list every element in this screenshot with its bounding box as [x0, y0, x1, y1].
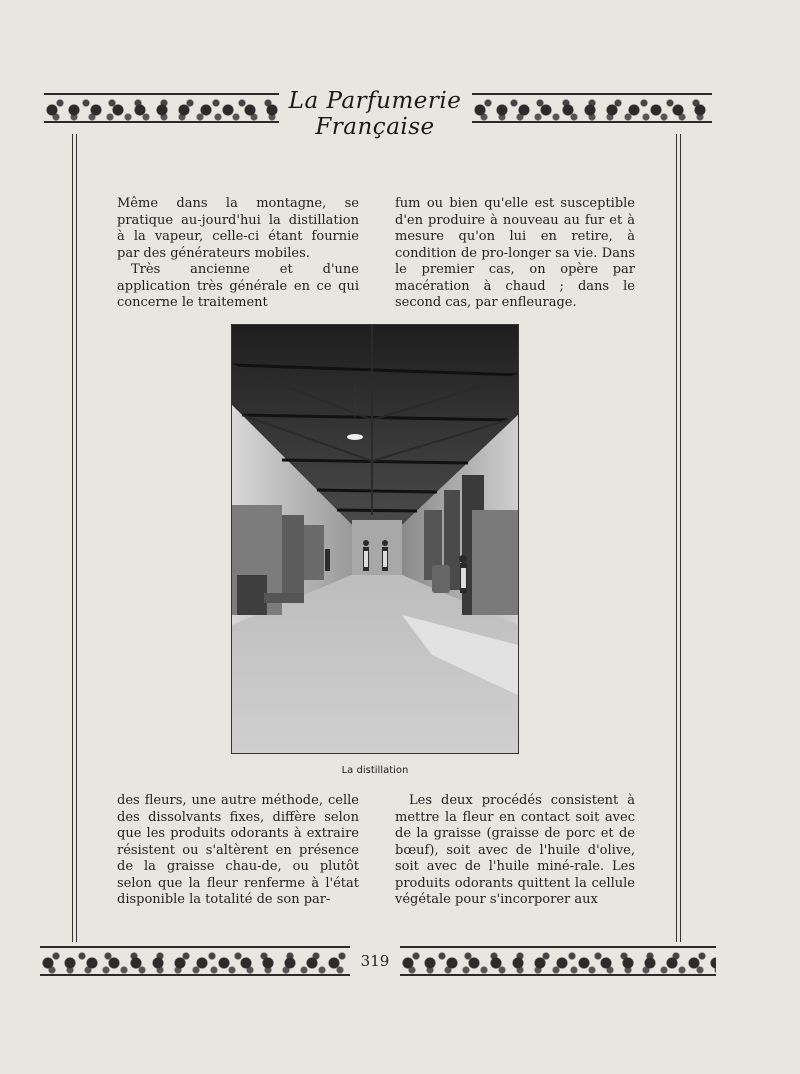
- footer-ornament-right: [400, 946, 716, 976]
- journal-title: La Parfumerie Française: [288, 88, 462, 140]
- paragraph: Très ancienne et d'une application très générale en ce qui concerne le traitement: [117, 262, 359, 310]
- frame-line-right-outer: [680, 134, 681, 942]
- text-column-top-left: [117, 196, 359, 312]
- figure-caption: La distillation: [341, 765, 409, 776]
- frame-line-left-outer: [72, 134, 73, 942]
- header-ornament-left: [44, 93, 279, 123]
- paragraph: Même dans la montagne, se pratique au-jourd'hui la distillation à la vapeur, celle-ci étant fournie par des générateurs mobiles.: [117, 196, 359, 261]
- text-column-bottom-right: [395, 793, 635, 909]
- header-ornament-right: [472, 93, 712, 123]
- text-column-bottom-left: [117, 793, 359, 909]
- footer-ornament-left: [40, 946, 350, 976]
- text-column-top-right: [395, 196, 635, 312]
- factory-hall-image: [232, 325, 518, 753]
- paragraph: Les deux procédés consistent à mettre la fleur en contact soit avec de la graisse (graisse de porc et de bœuf), soit avec de l'huile d'olive, soit avec de l'huile miné-rale. Les produits odorants quittent la cellule végétale pour s'incorporer aux: [395, 793, 635, 907]
- frame-line-right-inner: [676, 134, 677, 942]
- frame-line-left-inner: [76, 134, 77, 942]
- paragraph: des fleurs, une autre méthode, celle des dissolvants fixes, diffère selon que les produits odorants à extraire résistent ou s'altèrent en présence de la graisse chau-de, ou plutôt selon que la fleur renferme à l'état disponible la totalité de son par-: [117, 793, 359, 907]
- paragraph: fum ou bien qu'elle est susceptible d'en produire à nouveau au fur et à mesure qu'on lui en retire, à condition de pro-longer sa vie. Dans le premier cas, on opère par macération à chaud ; dans le second cas, par enfleurage.: [395, 196, 635, 310]
- distillation-photograph: [231, 324, 519, 754]
- page-number: 319: [360, 952, 390, 970]
